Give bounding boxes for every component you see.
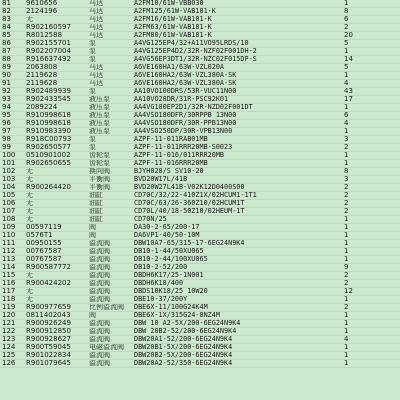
quantity-cell[interactable]: 1 [340, 328, 400, 336]
part-number-cell[interactable]: 0576T1 [24, 232, 87, 240]
row-number-cell[interactable]: 100 [0, 152, 24, 160]
model-cell[interactable]: DBE10-37/200Y [132, 296, 340, 304]
row-number-cell[interactable]: 118 [0, 296, 24, 304]
part-number-cell[interactable]: R900264420 [24, 184, 87, 192]
part-number-cell[interactable]: 无 [24, 16, 87, 24]
model-cell[interactable]: AA10VO100DRS/53R-VUC11N00 [132, 88, 340, 96]
model-cell[interactable]: BVD20W27L41B-V02K12D0400S00 [132, 184, 340, 192]
category-cell[interactable]: 泵 [87, 136, 132, 144]
quantity-cell[interactable]: 1 [340, 72, 400, 80]
table-row[interactable] [0, 48, 400, 56]
category-cell[interactable]: 液压泵 [87, 96, 132, 104]
row-number-cell[interactable]: 120 [0, 312, 24, 320]
part-number-cell[interactable]: 2119628 [24, 72, 87, 80]
category-cell[interactable]: 油缸 [87, 216, 132, 224]
part-number-cell[interactable]: R902155701 [24, 40, 87, 48]
table-row[interactable] [0, 240, 400, 248]
quantity-cell[interactable]: 2 [340, 208, 400, 216]
table-row[interactable] [0, 280, 400, 288]
row-number-cell[interactable]: 119 [0, 304, 24, 312]
category-cell[interactable]: 泵 [87, 144, 132, 152]
part-number-cell[interactable]: 无 [24, 208, 87, 216]
model-cell[interactable]: DB10-2-44/100XU065 [132, 256, 340, 264]
category-cell[interactable]: 马达 [87, 8, 132, 16]
category-cell[interactable]: 油缸 [87, 208, 132, 216]
model-cell[interactable]: DBW20B2-5X/200-6EG24N9K4 [132, 352, 340, 360]
row-number-cell[interactable]: 103 [0, 176, 24, 184]
row-number-cell[interactable]: 93 [0, 96, 24, 104]
part-number-cell[interactable]: R910998618 [24, 120, 87, 128]
quantity-cell[interactable]: 12 [340, 288, 400, 296]
row-number-cell[interactable]: 114 [0, 264, 24, 272]
table-row[interactable] [0, 184, 400, 192]
model-cell[interactable]: DBDH6K18/400 [132, 280, 340, 288]
table-row[interactable] [0, 160, 400, 168]
row-number-cell[interactable]: 105 [0, 192, 24, 200]
part-number-cell[interactable]: 00597119 [24, 224, 87, 232]
category-cell[interactable]: 溢流阀 [87, 296, 132, 304]
quantity-cell[interactable]: 4 [340, 80, 400, 88]
category-cell[interactable]: 平衡阀 [87, 176, 132, 184]
category-cell[interactable]: 马达 [87, 16, 132, 24]
model-cell[interactable]: A6VE160HA2/63W-VZL380A-SK [132, 80, 340, 88]
table-row[interactable] [0, 152, 400, 160]
model-cell[interactable]: DBW 10 A2-5X/200-6EG24N9K4 [132, 320, 340, 328]
quantity-cell[interactable]: 20 [340, 32, 400, 40]
table-row[interactable] [0, 136, 400, 144]
row-number-cell[interactable]: 99 [0, 144, 24, 152]
table-row[interactable] [0, 360, 400, 368]
quantity-cell[interactable]: 1 [340, 256, 400, 264]
part-number-cell[interactable]: 无 [24, 176, 87, 184]
model-cell[interactable]: DB10-2-52/200 [132, 264, 340, 272]
row-number-cell[interactable]: 87 [0, 48, 24, 56]
row-number-cell[interactable]: 111 [0, 240, 24, 248]
category-cell[interactable]: 溢流阀 [87, 328, 132, 336]
row-number-cell[interactable]: 125 [0, 352, 24, 360]
table-row[interactable] [0, 216, 400, 224]
row-number-cell[interactable]: 84 [0, 24, 24, 32]
row-number-cell[interactable]: 108 [0, 216, 24, 224]
table-row[interactable] [0, 304, 400, 312]
model-cell[interactable]: AA4VG180EP2D1/32R-NZD02F001DT [132, 104, 340, 112]
table-row[interactable] [0, 104, 400, 112]
row-number-cell[interactable]: 106 [0, 200, 24, 208]
table-row[interactable] [0, 208, 400, 216]
model-cell[interactable]: A4VG125EP4/32+A11VO95LRDS/10 [132, 40, 340, 48]
row-number-cell[interactable]: 107 [0, 208, 24, 216]
table-row[interactable] [0, 96, 400, 104]
quantity-cell[interactable]: 1 [340, 240, 400, 248]
row-number-cell[interactable]: 88 [0, 56, 24, 64]
table-row[interactable] [0, 8, 400, 16]
table-row[interactable] [0, 328, 400, 336]
part-number-cell[interactable]: R901079645 [24, 360, 87, 368]
part-number-cell[interactable]: 无 [24, 272, 87, 280]
part-number-cell[interactable]: R910998618 [24, 112, 87, 120]
row-number-cell[interactable]: 89 [0, 64, 24, 72]
category-cell[interactable]: 泵 [87, 48, 132, 56]
row-number-cell[interactable]: 115 [0, 272, 24, 280]
part-number-cell[interactable]: 无 [24, 296, 87, 304]
quantity-cell[interactable]: 6 [340, 112, 400, 120]
category-cell[interactable]: 电磁溢流阀 [87, 344, 132, 352]
category-cell[interactable]: 液压泵 [87, 112, 132, 120]
model-cell[interactable]: DBDH6K17/25-1N001 [132, 272, 340, 280]
quantity-cell[interactable]: 4 [340, 120, 400, 128]
category-cell[interactable]: 齿轮泵 [87, 152, 132, 160]
quantity-cell[interactable]: 2 [340, 280, 400, 288]
category-cell[interactable]: 马达 [87, 32, 132, 40]
part-number-cell[interactable]: 0811402043 [24, 312, 87, 320]
quantity-cell[interactable]: 2 [340, 272, 400, 280]
quantity-cell[interactable]: 1 [340, 48, 400, 56]
model-cell[interactable]: CD70N/25 [132, 216, 340, 224]
model-cell[interactable]: AZPF-11-016/011RRR20MB [132, 152, 340, 160]
quantity-cell[interactable]: 1 [340, 128, 400, 136]
category-cell[interactable]: 溢流阀 [87, 320, 132, 328]
model-cell[interactable]: A2FM63/61W-VAB181-K [132, 24, 340, 32]
table-row[interactable] [0, 32, 400, 40]
quantity-cell[interactable]: 5 [340, 64, 400, 72]
model-cell[interactable]: DBW20A2-52/350-6EG24N9K4 [132, 360, 340, 368]
model-cell[interactable]: AA4VSO180DFR/30RPPB 13N00 [132, 112, 340, 120]
row-number-cell[interactable]: 96 [0, 120, 24, 128]
model-cell[interactable]: CD70L/40/18-50Z10/02HEUM-1T [132, 208, 340, 216]
table-row[interactable] [0, 256, 400, 264]
table-row[interactable] [0, 16, 400, 24]
part-number-cell[interactable]: 无 [24, 168, 87, 176]
part-number-cell[interactable]: R900926249 [24, 320, 87, 328]
quantity-cell[interactable]: 1 [340, 248, 400, 256]
quantity-cell[interactable]: 5 [340, 40, 400, 48]
quantity-cell[interactable]: 43 [340, 88, 400, 96]
part-number-cell[interactable]: R900587772 [24, 264, 87, 272]
quantity-cell[interactable]: 1 [340, 320, 400, 328]
table-row[interactable] [0, 144, 400, 152]
quantity-cell[interactable]: 1 [340, 344, 400, 352]
quantity-cell[interactable]: 2 [340, 184, 400, 192]
table-row[interactable] [0, 336, 400, 344]
category-cell[interactable]: 液压泵 [87, 128, 132, 136]
category-cell[interactable]: 阀 [87, 224, 132, 232]
model-cell[interactable]: AZPF-11-011RRR20MB-S0023 [132, 144, 340, 152]
category-cell[interactable]: 溢流阀 [87, 240, 132, 248]
quantity-cell[interactable]: 1 [340, 312, 400, 320]
category-cell[interactable]: 平衡阀 [87, 184, 132, 192]
category-cell[interactable]: 溢流阀 [87, 256, 132, 264]
model-cell[interactable]: A6VE160HA1/63W-VZL020A [132, 64, 340, 72]
row-number-cell[interactable]: 86 [0, 40, 24, 48]
quantity-cell[interactable]: 1 [340, 360, 400, 368]
quantity-cell[interactable]: 2 [340, 200, 400, 208]
category-cell[interactable]: 溢流阀 [87, 280, 132, 288]
row-number-cell[interactable]: 123 [0, 336, 24, 344]
quantity-cell[interactable]: 8 [340, 168, 400, 176]
row-number-cell[interactable]: 126 [0, 360, 24, 368]
category-cell[interactable]: 泵 [87, 40, 132, 48]
table-row[interactable] [0, 24, 400, 32]
quantity-cell[interactable]: 17 [340, 96, 400, 104]
quantity-cell[interactable]: 2 [340, 144, 400, 152]
category-cell[interactable]: 油缸 [87, 192, 132, 200]
part-number-cell[interactable]: R900T59045 [24, 344, 87, 352]
quantity-cell[interactable]: 8 [340, 8, 400, 16]
part-number-cell[interactable]: 无 [24, 200, 87, 208]
category-cell[interactable]: 马达 [87, 72, 132, 80]
category-cell[interactable]: 液压泵 [87, 104, 132, 112]
table-row[interactable] [0, 312, 400, 320]
quantity-cell[interactable]: 1 [340, 0, 400, 8]
category-cell[interactable]: 溢流阀 [87, 272, 132, 280]
model-cell[interactable]: BJYH028/S SV10-20 [132, 168, 340, 176]
model-cell[interactable]: DBW20B1-5X/200-6EG24N9K4 [132, 344, 340, 352]
part-number-cell[interactable]: R902650655 [24, 160, 87, 168]
category-cell[interactable]: 溢流阀 [87, 288, 132, 296]
table-row[interactable] [0, 264, 400, 272]
model-cell[interactable]: DBDS10K18/25 10W20 [132, 288, 340, 296]
model-cell[interactable]: DBW20A1-52/200-6EG24N9K4 [132, 336, 340, 344]
quantity-cell[interactable]: 2 [340, 24, 400, 32]
row-number-cell[interactable]: 124 [0, 344, 24, 352]
part-number-cell[interactable]: 2124196 [24, 8, 87, 16]
table-row[interactable] [0, 272, 400, 280]
row-number-cell[interactable]: 112 [0, 248, 24, 256]
row-number-cell[interactable]: 122 [0, 328, 24, 336]
quantity-cell[interactable]: 3 [340, 136, 400, 144]
model-cell[interactable]: AA4VSO250DP/30R-VPB13N00 [132, 128, 340, 136]
quantity-cell[interactable]: 1 [340, 352, 400, 360]
row-number-cell[interactable]: 92 [0, 88, 24, 96]
row-number-cell[interactable]: 91 [0, 80, 24, 88]
category-cell[interactable]: 油缸 [87, 200, 132, 208]
part-number-cell[interactable]: R918C00793 [24, 136, 87, 144]
part-number-cell[interactable]: R900912850 [24, 328, 87, 336]
model-cell[interactable]: DA6VP1-40/50-10M [132, 232, 340, 240]
category-cell[interactable]: 溢流阀 [87, 248, 132, 256]
model-cell[interactable]: CD70C/32/22-410Z1X/02HCUM1-1T1 [132, 192, 340, 200]
model-cell[interactable]: A2FM10/61W-VBB030 [132, 0, 340, 8]
part-number-cell[interactable]: 2089224 [24, 104, 87, 112]
model-cell[interactable]: DBE6X-1X/315G24-8NZ4M [132, 312, 340, 320]
model-cell[interactable]: A4VG56EP3DT1/32R-NZC02F015DP-S [132, 56, 340, 64]
quantity-cell[interactable]: 1 [340, 160, 400, 168]
part-number-cell[interactable]: 2063808 [24, 64, 87, 72]
model-cell[interactable]: CD70C/63/26-360Z10/02HCUM1T [132, 200, 340, 208]
row-number-cell[interactable]: 83 [0, 16, 24, 24]
quantity-cell[interactable]: 1 [340, 216, 400, 224]
table-row[interactable] [0, 128, 400, 136]
row-number-cell[interactable]: 95 [0, 112, 24, 120]
category-cell[interactable]: 泵 [87, 88, 132, 96]
category-cell[interactable]: 阀 [87, 312, 132, 320]
quantity-cell[interactable]: 1 [340, 224, 400, 232]
quantity-cell[interactable]: 3 [340, 176, 400, 184]
model-cell[interactable]: A4VG125EP4D2/32R-NZF02F001DH-2 [132, 48, 340, 56]
quantity-cell[interactable]: 1 [340, 152, 400, 160]
category-cell[interactable]: 液压泵 [87, 120, 132, 128]
row-number-cell[interactable]: 94 [0, 104, 24, 112]
model-cell[interactable]: DBE6X-11/100G24K4M [132, 304, 340, 312]
table-row[interactable] [0, 232, 400, 240]
part-number-cell[interactable]: R902489939 [24, 88, 87, 96]
table-row[interactable] [0, 0, 400, 8]
model-cell[interactable]: AZPF-11-011RAB01MB [132, 136, 340, 144]
quantity-cell[interactable]: 1 [340, 232, 400, 240]
row-number-cell[interactable]: 90 [0, 72, 24, 80]
category-cell[interactable]: 马达 [87, 24, 132, 32]
model-cell[interactable]: A2FM125/61W-VAB181-K [132, 8, 340, 16]
model-cell[interactable]: DBW 20B2-52/200-6EG24N9K4 [132, 328, 340, 336]
row-number-cell[interactable]: 101 [0, 160, 24, 168]
quantity-cell[interactable]: 14 [340, 56, 400, 64]
part-number-cell[interactable]: R901022834 [24, 352, 87, 360]
category-cell[interactable]: 溢流阀 [87, 352, 132, 360]
row-number-cell[interactable]: 110 [0, 232, 24, 240]
category-cell[interactable]: 马达 [87, 64, 132, 72]
row-number-cell[interactable]: 81 [0, 0, 24, 8]
table-row[interactable] [0, 200, 400, 208]
quantity-cell[interactable]: 6 [340, 16, 400, 24]
row-number-cell[interactable]: 97 [0, 128, 24, 136]
table-row[interactable] [0, 112, 400, 120]
table-row[interactable] [0, 72, 400, 80]
part-number-cell[interactable]: R910983390 [24, 128, 87, 136]
part-number-cell[interactable]: 9610656 [24, 0, 87, 8]
part-number-cell[interactable]: 无 [24, 216, 87, 224]
category-cell[interactable]: 比例溢流阀 [87, 304, 132, 312]
model-cell[interactable]: AA10VO28DR/31R-PSC92K01 [132, 96, 340, 104]
part-number-cell[interactable]: 无 [24, 288, 87, 296]
model-cell[interactable]: BVD20W17L/41B [132, 176, 340, 184]
part-number-cell[interactable]: R8012588 [24, 32, 87, 40]
row-number-cell[interactable]: 117 [0, 288, 24, 296]
part-number-cell[interactable]: R900977659 [24, 304, 87, 312]
model-cell[interactable]: A2FM80/61W-VAB181-K [132, 32, 340, 40]
category-cell[interactable]: 齿轮泵 [87, 160, 132, 168]
table-row[interactable] [0, 64, 400, 72]
category-cell[interactable]: 溢流阀 [87, 360, 132, 368]
quantity-cell[interactable]: 2 [340, 304, 400, 312]
table-row[interactable] [0, 288, 400, 296]
quantity-cell[interactable]: 9 [340, 264, 400, 272]
model-cell[interactable]: DBW10A7-65/315-17-6EG24N9K4 [132, 240, 340, 248]
quantity-cell[interactable]: 2 [340, 192, 400, 200]
part-number-cell[interactable]: 2119628 [24, 80, 87, 88]
table-row[interactable] [0, 296, 400, 304]
row-number-cell[interactable]: 116 [0, 280, 24, 288]
part-number-cell[interactable]: 00950155 [24, 240, 87, 248]
part-number-cell[interactable]: 无 [24, 192, 87, 200]
table-row[interactable] [0, 40, 400, 48]
table-row[interactable] [0, 120, 400, 128]
part-number-cell[interactable]: R902207004 [24, 48, 87, 56]
table-row[interactable] [0, 320, 400, 328]
row-number-cell[interactable]: 104 [0, 184, 24, 192]
category-cell[interactable]: 阀 [87, 232, 132, 240]
model-cell[interactable]: DA30-2-65/200-17 [132, 224, 340, 232]
part-number-cell[interactable]: R900424202 [24, 280, 87, 288]
category-cell[interactable]: 泵 [87, 56, 132, 64]
table-row[interactable] [0, 248, 400, 256]
table-row[interactable] [0, 80, 400, 88]
part-number-cell[interactable]: R900928627 [24, 336, 87, 344]
category-cell[interactable]: 马达 [87, 0, 132, 8]
part-number-cell[interactable]: R902650577 [24, 144, 87, 152]
model-cell[interactable]: AA4VSO180DFR/30R-PPB13N00 [132, 120, 340, 128]
part-number-cell[interactable]: 00767587 [24, 248, 87, 256]
category-cell[interactable]: 溢流阀 [87, 336, 132, 344]
part-number-cell[interactable]: R902160597 [24, 24, 87, 32]
row-number-cell[interactable]: 102 [0, 168, 24, 176]
category-cell[interactable]: 换向阀 [87, 168, 132, 176]
category-cell[interactable]: 溢流阀 [87, 264, 132, 272]
table-row[interactable] [0, 56, 400, 64]
part-number-cell[interactable]: R916637492 [24, 56, 87, 64]
row-number-cell[interactable]: 109 [0, 224, 24, 232]
table-row[interactable] [0, 192, 400, 200]
part-number-cell[interactable]: 0510901002 [24, 152, 87, 160]
table-row[interactable] [0, 352, 400, 360]
table-row[interactable] [0, 344, 400, 352]
row-number-cell[interactable]: 85 [0, 32, 24, 40]
table-row[interactable] [0, 224, 400, 232]
row-number-cell[interactable]: 82 [0, 8, 24, 16]
quantity-cell[interactable]: 1 [340, 296, 400, 304]
quantity-cell[interactable]: 1 [340, 104, 400, 112]
row-number-cell[interactable]: 121 [0, 320, 24, 328]
model-cell[interactable]: A6VE160HA2/63W-VZL380A-SK [132, 72, 340, 80]
quantity-cell[interactable]: 4 [340, 336, 400, 344]
row-number-cell[interactable]: 98 [0, 136, 24, 144]
row-number-cell[interactable]: 113 [0, 256, 24, 264]
category-cell[interactable]: 马达 [87, 80, 132, 88]
model-cell[interactable]: A2FM16/61W-VAB101-K [132, 16, 340, 24]
model-cell[interactable]: DB10-1-44/50XU065 [132, 248, 340, 256]
table-row[interactable] [0, 88, 400, 96]
table-row[interactable] [0, 176, 400, 184]
part-number-cell[interactable]: R902433545 [24, 96, 87, 104]
table-row[interactable] [0, 168, 400, 176]
part-number-cell[interactable]: 00767587 [24, 256, 87, 264]
model-cell[interactable]: AZPF-11-016RRR20MB [132, 160, 340, 168]
